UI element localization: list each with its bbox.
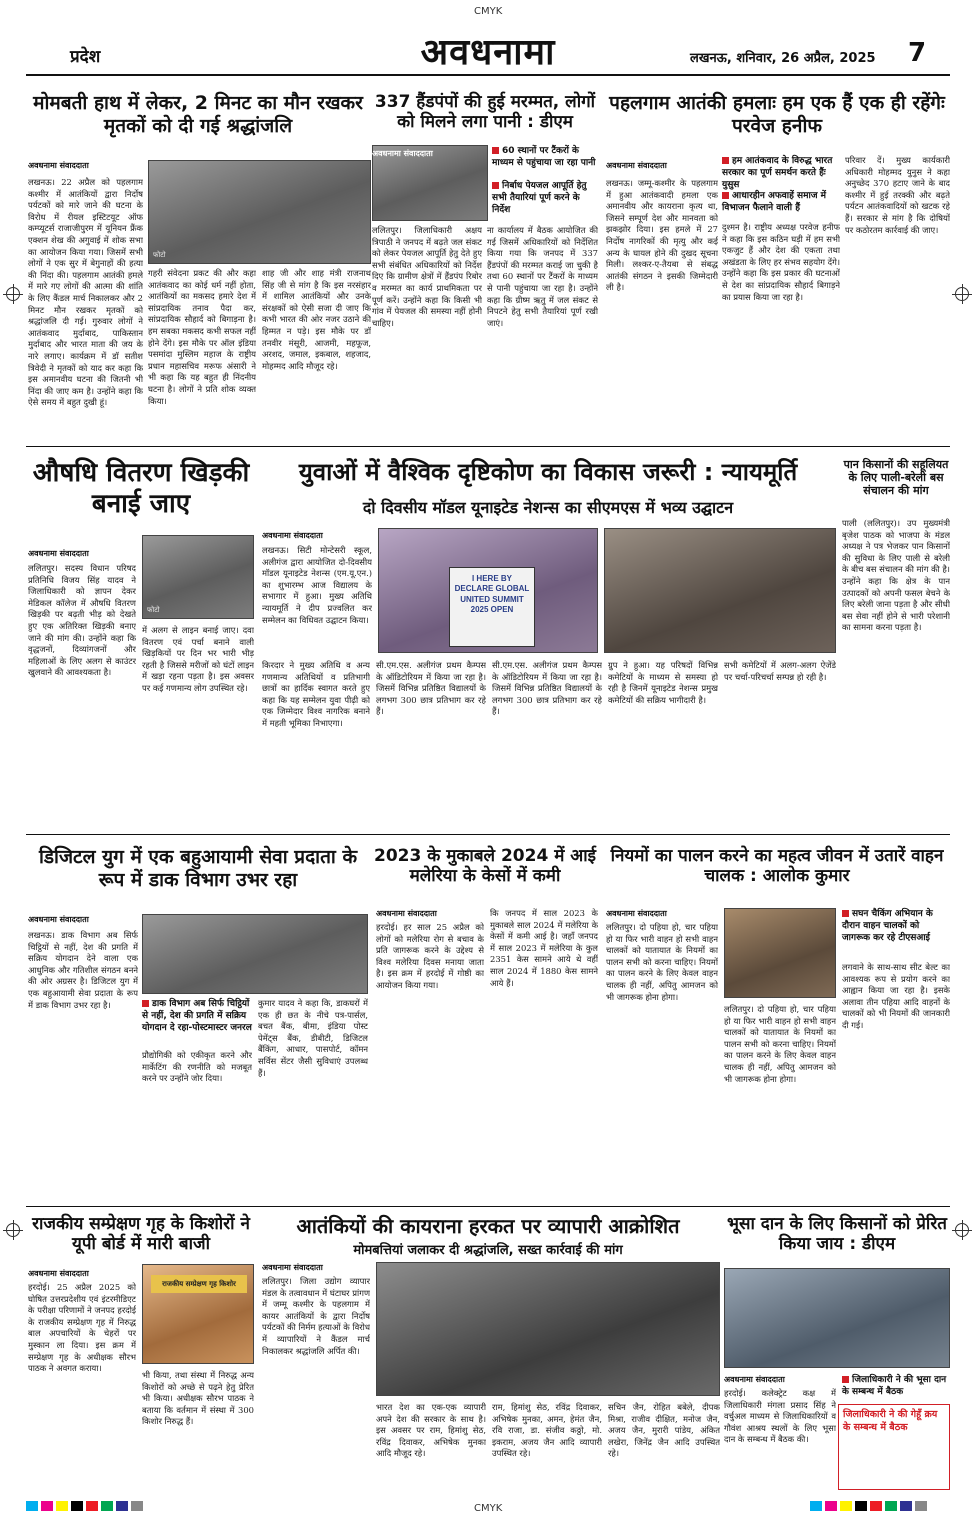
story-9-photo [724, 908, 836, 998]
story-3-callout-2: आधारहीन अफवाहें समाज में विभाजन फैलाने वाली हैं [722, 191, 827, 214]
story-8-body-col1: हरदोई। हर साल 25 अप्रैल को लोगों को मलेरिया रोग से बचाव के प्रति जागरूक करने के उद्देश्य से विश्व मलेरिया दिवस मनाया जाता है। इस क्रम में हरदोई में गोष्ठी का आयोजन किया गया। [376, 922, 484, 990]
story-2-callout-2: निर्बाध पेयजल आपूर्ति हेतु सभी तैयारियां पूर्ण करने के निर्देश [492, 181, 587, 216]
story-11-headline: आतंकियों की कायराना हरकत पर व्यापारी आक्रोशित [296, 1214, 680, 1238]
story-8-headline: 2023 के मुकाबले 2024 में आई मलेरिया के केसों में कमी [373, 846, 597, 887]
story-11-byline: अवधनामा संवाददाता [262, 1263, 323, 1272]
observation-home-sign: राजकीय सम्प्रेक्षण गृह किशोर [151, 1275, 247, 1293]
story-8-byline: अवधनामा संवाददाता [376, 909, 437, 918]
story-5-photo-2 [604, 528, 836, 653]
story-5-body-col5: ग्रुप ने हुआ। यह परिषदों विभिन्न कमेटियों के माध्यम से समस्या हो रही है जिनमें यूनाइटेड नेशन्स प्रमुख कमेटियों की सक्रिय भागीदारी है। [608, 660, 718, 705]
story-5-body-col1: लखनऊ। सिटी मोन्टेसरी स्कूल, अलीगंज द्वारा आयोजित दो-दिवसीय मॉडल यूनाइटेड नेशन्स (एम.यू.एन.) का शुभारम्भ आज विद्यालय के सभागार में हुआ। मुख्य अतिथि न्यायमूर्ति ने दीप प्रज्वलित कर सम्मेलन का विधिवत उद्घाटन किया। [262, 545, 372, 625]
story-9-callout: सघन चैकिंग अभियान के दौरान वाहन चालकों को जागरूक कर रहे टीएसआई [842, 909, 933, 944]
story-3-body-col1: लखनऊ। जम्मू-कश्मीर के पहलगाम में हुआ आतंकवादी हमला एक अमानवीय और कायराना कृत्य था, जिसने सम्पूर्ण देश और मानवता को झकझोर दिया। इस हमले में 27 निर्दोष नागरिकों की मृत्यु और कई अन्य के घायल होने की दुखद सूचना मिली। लश्कर-ए-तैयबा से संबद्ध आतंकी संगठन ने इसकी जिम्मेदारी ली है। [606, 178, 718, 293]
story-11-body-col4: सचिन जैन, रोहित बबेले, दीपक मिश्रा, राजीव दीक्षित, मनोज जैन, अजय जैन, मुरारी पांडेय, अंकित लखेरा, जिनेंद्र जैन आदि उपस्थित रहे। [608, 1402, 720, 1459]
summit-banner: I HERE BY DECLARE GLOBAL UNITED SUMMIT 2025 OPEN [449, 567, 535, 647]
story-6-headline: पान किसानों की सहूलियत के लिए पाली-बरेली बस संचालन की मांग [843, 458, 949, 498]
story-1-body-col3: शाह जी और शाह मंत्री राजनाथ सिंह जी से मांग है कि इस नरसंहार में शामिल आतंकियों और उनके संरक्षकों को ऐसी सजा दी जाए कि कभी भारत की ओर नजर उठाने की हिम्मत न पड़े। इस मौके पर डॉ तनवीर मंसूरी, आजमी, महफूज, अरशद, जमाल, इकबाल, शहजाद, मोहम्मद आदि मौजूद रहे। [262, 268, 371, 371]
story-3-callout-1: हम आतंकवाद के विरुद्ध भारत सरकार का पूर्ण समर्थन करते हैंः युसुस [722, 156, 833, 191]
row-rule-1 [26, 446, 950, 447]
story-2-byline: अवधनामा संवाददाता [372, 149, 433, 158]
registration-mark-right-bottom-icon [955, 1223, 969, 1237]
story-5-headline: युवाओं में वैश्विक दृष्टिकोण का विकास जरूरी : न्यायमूर्ति [298, 458, 798, 486]
story-1-byline: अवधनामा संवाददाता [28, 161, 89, 170]
registration-mark-right-icon [955, 287, 969, 301]
story-11-subhead: मोमबत्तियां जलाकर दी श्रद्धांजलि, सख्त कार्रवाई की मांग [353, 1243, 623, 1258]
story-7-photo [142, 914, 368, 994]
bullet-icon [722, 192, 729, 199]
story-5-body-col4: सी.एम.एस. अलीगंज प्रथम कैम्पस के ऑडिटोरियम में किया जा रहा है। जिसमें विभिन्न प्रतिष्ठित विद्यालयों के लगभग 300 छात्र प्रतिभाग कर रहे हैं। [492, 660, 602, 717]
story-12-headline: भूसा दान के लिए किसानों को प्रेरित किया जाय : डीएम [727, 1214, 947, 1255]
bullet-icon [842, 1376, 849, 1383]
story-7-body-col1: लखनऊ। डाक विभाग अब सिर्फ चिट्ठियों से नहीं, देश की प्रगति में सक्रिय योगदान देने वाला एक आधुनिक और गतिशील संगठन बनने की ओर अग्रसर है। डिजिटल युग में एक बहुआयामी सेवा प्रदाता के रूप में डाक विभाग उभर रहा है। [28, 930, 138, 1010]
story-9-headline: नियमों का पालन करने का महत्व जीवन में उतारें वाहन चालक : आलोक कुमार [610, 846, 944, 887]
story-5-body-col6: सभी कमेटियों में अलग-अलग ऐजेंडे पर चर्चा-परिचर्चा सम्पन्न हो रही है। [724, 660, 836, 682]
masthead: अवधनामा [420, 31, 556, 73]
dateline: लखनऊ, शनिवार, 26 अप्रैल, 2025 [690, 51, 876, 66]
story-5-photo-1 [378, 528, 598, 653]
story-1-photo: फोटो [148, 160, 371, 264]
story-11-body-col2: भारत देश का एक-एक व्यापारी अपने देश की सरकार के साथ है। इस अवसर पर राम, हिमांशु सेठ, रविंद्र दिवाकर, अभिषेक मुनका आदि मौजूद रहे। [376, 1402, 486, 1459]
story-4-body-col1: ललितपुर। सदस्य विधान परिषद प्रतिनिधि विजय सिंह यादव ने जिलाधिकारी को ज्ञापन देकर मेडिकल कॉलेज में औषधि वितरण खिड़की पर बढ़ती भीड़ को देखते हुए एक अतिरिक्त खिड़की बनाए जाने की मांग की। उन्होंने कहा कि वृद्धजनों, दिव्यांगजनों और महिलाओं के लिए अलग से काउंटर खुलवाने की आवश्यकता है। [28, 563, 136, 678]
story-12-photo [724, 1268, 950, 1368]
story-12-boxed-brief [838, 1404, 950, 1490]
story-3-headline: पहलगाम आतंकी हमलाः हम एक हैं एक ही रहेंगेः परवेज हनीफ [609, 92, 945, 137]
story-5-byline: अवधनामा संवाददाता [262, 531, 323, 540]
story-4-body-col2: में अलग से लाइन बनाई जाए। दवा वितरण एवं पर्चा बनाने वाली खिड़कियों पर दिन भर भारी भीड़ रहती है जिससे मरीजों को घंटों लाइन में खड़ा रहना पड़ता है। इस अवसर पर कई गणमान्य लोग उपस्थित रहे। [142, 625, 254, 693]
story-2-body-col1: ललितपुर। जिलाधिकारी अक्षय त्रिपाठी ने जनपद में बढ़ते जल संकट को लेकर पेयजल आपूर्ति हेतु देते हुए सभी संबंधित अधिकारियों को निर्देश दिए कि ग्रामीण क्षेत्रों में हैंडपंप रिबोर व मरम्मत का कार्य प्राथमिकता पर पूर्ण करें। उन्होंने कहा कि किसी भी गांव में पेयजल की समस्या नहीं होनी चाहिए। [372, 225, 482, 328]
story-10-byline: अवधनामा संवाददाता [28, 1269, 89, 1278]
story-11-body-col3: राम, हिमांशु सेठ, रविंद्र दिवाकर, अभिषेक मुनका, अमन, हेमंत जैन, रवि राजा, डा. संजीव कठ्ठो, मो. इकराम, अजय जैन आदि व्यापारी उपस्थित रहे। [492, 1402, 602, 1459]
story-9-byline: अवधनामा संवाददाता [606, 909, 667, 918]
story-5-subhead: दो दिवसीय मॉडल यूनाइटेड नेशन्स का सीएमएस में भव्य उद्घाटन [362, 498, 734, 517]
color-bar-left [26, 1501, 146, 1511]
story-1-body-col2: गहरी संवेदना प्रकट की और कहा आतंकवाद का कोई धर्म नहीं होता, आतंकियों का मकसद हमारे देश में सांप्रदायिक तनाव पैदा कर, सांप्रदायिक सौहार्द को बिगाड़ना है। हम सबका मकसद कभी सफल नहीं होने देंगे। इस मौके पर ऑल इंडिया पसमांदा मुस्लिम महाज के राष्ट्रीय प्रधान महासचिव मरूफ अंसारी ने भी कहा कि यह बहुत ही निंदनीय घटना है। लोगों ने प्रति शोक व्यक्त किया। [148, 268, 256, 406]
bullet-icon [492, 147, 499, 154]
page-number: 7 [908, 38, 927, 68]
story-7-body-col2: प्रौद्योगिकी को एकीकृत करने और मार्केटिंग की रणनीति को मजबूत करने पर उन्होंने जोर दिया। [142, 1050, 252, 1084]
story-12-byline: अवधनामा संवाददाता [724, 1375, 785, 1384]
story-9-body-col3: लगवाने के साथ-साथ सीट बेल्ट का आवश्यक रूप से प्रयोग करने का आह्वान किया जा रहा है। इसके अलावा तीन पहिया आदि वाहनों के चालकों को भी नियमों की जानकारी दी गई। [842, 962, 950, 1030]
story-10-body-col1: हरदोई। 25 अप्रैल 2025 को घोषित उत्तरप्रदेशीय एवं इंटरमीडिएट के परीक्षा परिणामों ने जनपद हरदोई के राजकीय सम्प्रेक्षण गृह में निरुद्ध बाल अपचारियों के चेहरों पर मुस्कान ला दिया। इस क्रम में सम्प्रेक्षण गृह के अधीक्षक सौरभ पाठक ने अवगत कराया। [28, 1282, 136, 1374]
story-4-photo: फोटो [142, 535, 254, 619]
story-4-headline: औषधि वितरण खिड़की बनाई जाए [32, 458, 250, 520]
story-9-body-col1: ललितपुर। दो पहिया हो, चार पहिया हो या फिर भारी वाहन हो सभी वाहन चालकों को यातायात के नियमों का पालन सभी को करना चाहिए। नियमों का पालन करने के लिए केवल वाहन चालक ही नहीं, अपितु आमजन को भी जागरूक होना होगा। [606, 922, 718, 1002]
story-5-body-col2: किरदार ने मुख्य अतिथि व अन्य गणमान्य अतिथियों व प्रतिभागी छात्रों का हार्दिक स्वागत करते हुए कहा कि यह सम्मेलन युवा पीढ़ी को एक जिम्मेदार विश्व नागरिक बनाने में महती भूमिका निभाएगा। [262, 660, 370, 728]
story-12-body: हरदोई। कलेक्ट्रेट कक्ष में जिलाधिकारी मंगला प्रसाद सिंह ने वर्चुअल माध्यम से जिलाधिकारियों व गौवंश आश्रय स्थलों के लिए भूसा दान के सम्बन्ध में बैठक की। [724, 1388, 836, 1445]
row-rule-2 [26, 834, 950, 835]
story-1-headline: मोमबती हाथ में लेकर, 2 मिनट का मौन रखकर मृतकों को दी गई श्रद्धांजलि [33, 92, 363, 137]
bullet-icon [842, 910, 849, 917]
bullet-icon [142, 1000, 149, 1007]
story-11-body-col1: ललितपुर। जिला उद्योग व्यापार मंडल के तत्वावधान में घंटाघर प्रांगण में जम्मू कश्मीर के पहलगाम में कायर आतंकियों के द्वारा निर्दोष पर्यटकों की निर्मम हत्याओं के विरोध में व्यापारियों ने कैंडल मार्च निकालकर श्रद्धांजलि अर्पित की। [262, 1276, 370, 1356]
story-12-box-title: जिलाधिकारी ने की गेहूँ क्रय के सम्बन्ध में बैठक [843, 1409, 938, 1433]
registration-mark-left-bottom-icon [6, 1223, 20, 1237]
bullet-icon [722, 157, 729, 164]
story-6-body: पाली (ललितपुर)। उप मुख्यमंत्री बृजेश पाठक को भाजपा के मंडल अध्यक्ष ने पत्र भेजकर पान किसानों की सुविधा के लिए पाली से बरेली के बीच बस संचालन की मांग की है। उन्होंने कहा कि क्षेत्र के पान उत्पादकों को अपनी फसल बेचने के लिए बरेली जाना पड़ता है और सीधी बस सेवा नहीं होने से भारी परेशानी का सामना करना पड़ता है। [842, 518, 950, 633]
story-10-headline: राजकीय सम्प्रेक्षण गृह के किशोरों ने यूपी बोर्ड में मारी बाजी [32, 1214, 250, 1255]
row-rule-3 [26, 1206, 950, 1207]
story-9-body-col2: ललितपुर। दो पहिया हो, चार पहिया हो या फिर भारी वाहन हो सभी वाहन चालकों को यातायात के नियमों का पालन सभी को करना चाहिए। नियमों का पालन करने के लिए केवल वाहन चालक ही नहीं, अपितु आमजन को भी जागरूक होना होगा। [724, 1004, 836, 1084]
story-10-photo [142, 1264, 254, 1364]
story-3-body-col2: दुश्मन है। राष्ट्रीय अध्यक्ष परवेज हनीफ ने कहा कि इस कठिन घड़ी में हम सभी एकजुट हैं और देश की एकता तथा अखंडता के लिए हर संभव सहयोग देंगे। उन्होंने कहा कि इस प्रकार की घटनाओं से देश का सांप्रदायिक सौहार्द बिगाड़ने का प्रयास किया जा रहा है। [722, 222, 840, 302]
story-8-body-col2: कि जनपद में साल 2023 के मुकाबले साल 2024 में मलेरिया के केसों में कमी आई है। जहाँ जनपद में साल 2023 में मलेरिया के कुल 2351 केस सामने आये थे वहीं साल 2024 में 1880 केस सामने आये हैं। [490, 908, 598, 988]
color-bar-right [810, 1501, 930, 1511]
story-2-body-col2: ना कार्यालय में बैठक आयोजित की गई जिसमें अधिकारियों को निर्देशित किया गया कि जनपद में 337 हैंडपंपों की मरम्मत कराई जा चुकी है तथा 60 स्थानों पर टैंकरों के माध्यम से पानी पहुंचाया जा रहा है। उन्होंने कहा कि ग्रीष्म ऋतु में जल संकट से निपटने हेतु सभी तैयारियां पूर्ण रखी जाएं। [487, 225, 598, 328]
story-2-headline: 337 हैंडपंपों की हुई मरम्मत, लोगों को मिलने लगा पानी : डीएम [374, 92, 596, 133]
story-2-callout-1: 60 स्थानों पर टैंकरों के माध्यम से पहुंचाया जा रहा पानी [492, 146, 596, 169]
story-7-callout: डाक विभाग अब सिर्फ चिट्ठियों से नहीं, देश की प्रगति में सक्रिय योगदान दे रहा-पोस्टमास्टर जनरल [142, 999, 252, 1034]
story-1-body-col1: लखनऊ। 22 अप्रैल को पहलगाम कश्मीर में आतंकियों द्वारा निर्दोष पर्यटकों को मारे जाने की घटना के विरोध में रीयल इस्टिटयूट ऑफ कम्प्यूटर्स राजाजीपुरम में यूनियन फ्रैंक एक्शन शेख की अगुवाई में शोक सभा का आयोजन किया गया। जिसमें सभी लोगों ने एक सुर में बेगुनाहों की हत्या की निंदा की। पहलगाम आतंकी हमले में मारे गए लोगों की आत्मा की शांति के लिए कैंडल मार्च निकालकर और 2 मिनट मौन रखकर मृतकों को श्रद्धांजलि दी गई। गुरुवार लोगों ने आतंकवाद मुर्दाबाद, पाकिस्तान मुर्दाबाद और भारत माता की जय के नारे लगाए। कार्यक्रम में डॉ सतीश त्रिवेदी ने मृतकों को याद कर कहा कि इस अमानवीय घटना की जितनी भी निंदा की जाए कम है। उन्होंने कहा कि ऐसे समय में बहुत दुखी हूं। [28, 177, 143, 408]
print-mark-top: CMYK [474, 6, 503, 17]
registration-mark-left-icon [6, 287, 20, 301]
bullet-icon [492, 182, 499, 189]
story-7-headline: डिजिटल युग में एक बहुआयामी सेवा प्रदाता के रूप में डाक विभाग उभर रहा [38, 846, 358, 891]
print-mark-bottom: CMYK [474, 1503, 503, 1514]
story-10-body-col2: भी किया, तथा संस्था में निरुद्ध अन्य किशोरों को अच्छे से पढ़ने हेतु प्रेरित भी किया। अधीक्षक सौरभ पाठक ने बताया कि वर्तमान में संस्था में 300 किशोर निरुद्ध हैं। [142, 1370, 254, 1427]
story-7-byline: अवधनामा संवाददाता [28, 915, 89, 924]
section-name: प्रदेश [70, 47, 101, 67]
story-4-byline: अवधनामा संवाददाता [28, 549, 89, 558]
header-rule [26, 74, 950, 76]
story-3-body-col3: परिवार दें। मुख्य कार्यकारी अधिकारी मोहम्मद युनुस ने कहा अनुच्छेद 370 हटाए जाने के बाद कश्मीर में हुई तरक्की और बढ़ते पर्यटन आतंकवादियों को खटक रहे हैं। सरकार से मांग है कि दोषियों पर कठोरतम कार्रवाई की जाए। [845, 155, 950, 235]
story-5-body-col3: सी.एम.एस. अलीगंज प्रथम कैम्पस के ऑडिटोरियम में किया जा रहा है। जिसमें विभिन्न प्रतिष्ठित विद्यालयों के लगभग 300 छात्र प्रतिभाग कर रहे हैं। [376, 660, 486, 717]
story-12-callout: जिलाधिकारी ने की भूसा दान के सम्बन्ध में बैठक [842, 1375, 947, 1398]
story-11-photo [376, 1262, 720, 1396]
story-3-byline: अवधनामा संवाददाता [606, 161, 667, 170]
story-7-body-col3: कुमार यादव ने कहा कि, डाकघरों में एक ही छत के नीचे पत्र-पार्सल, बचत बैंक, बीमा, इंडिया पोस्ट पेमेंट्स बैंक, डीबीटी, डिजिटल बैंकिंग, आधार, पासपोर्ट, कॉमन सर्विस सेंटर जैसी सुविधाएं उपलब्ध हैं। [258, 998, 368, 1078]
